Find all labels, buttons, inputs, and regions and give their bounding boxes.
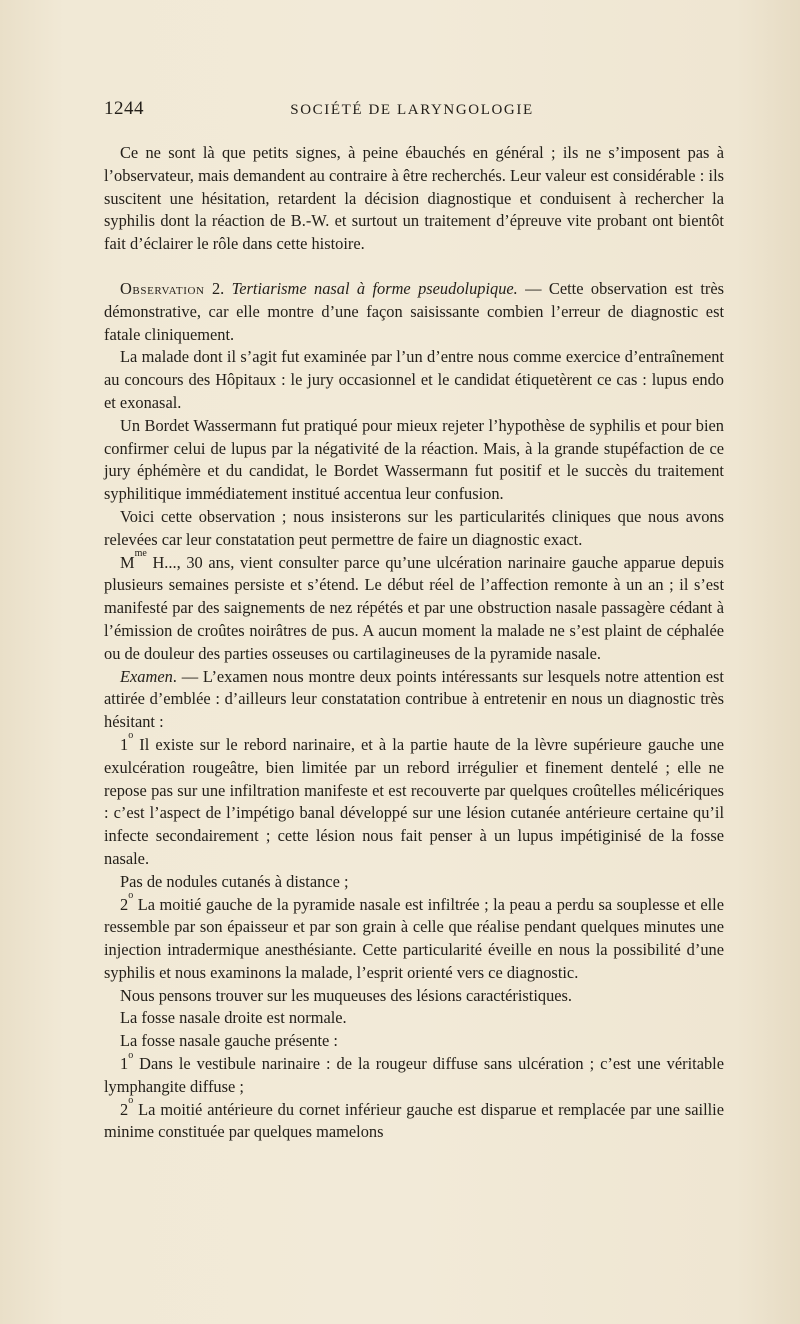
paragraph-point-two	[104, 890, 724, 985]
observation-label: Observation	[120, 278, 205, 298]
observation-title: Tertiarisme nasal à forme pseudolupique.	[231, 278, 518, 298]
paragraph-right-fossa: La fosse nasale droite est normale.	[120, 1008, 347, 1028]
vestibule-text: Dans le vestibule narinaire : de la rougeur diffuse sans ulcération ; c’est une véritable lymphangite diffuse ;	[104, 1054, 724, 1096]
turbinate-number: 2	[120, 1099, 129, 1119]
paragraph-signs: Ce ne sont là que petits signes, à peine ébauchés en général ; ils ne s’imposent pas à l’observateur, mais demandent au contraire à être recherchés. Leur valeur est considérable : ils suscitent une hésitation, retardent la décision diagnostique et conduisent à rechercher la syphilis dont la réaction de B.-W. et surtout un traitement d’épreuve vite probant ont bientôt fait d’éclairer le rôle dans cette histoire.	[104, 143, 724, 254]
paragraph-bordet-wassermann: Un Bordet Wassermann fut pratiqué pour mieux rejeter l’hypothèse de syphilis et pour bien confirmer celui de lupus par la négativité de la réaction. Mais, à la grande stupéfaction de ce jury éphémère et du candidat, le Bordet Wassermann fut positif et le succès du traitement syphilitique immédiatement institué accentua leur confusion.	[104, 415, 724, 504]
paragraph-mucosa-search: Nous pensons trouver sur les muqueuses des lésions caractéristiques.	[120, 985, 573, 1005]
examination-text: . — L’examen nous montre deux points intéressants sur lesquels notre attention est attirée d’emblée : d’ailleurs leur constatation contribue à entretenir en nous un diagnostic très hésitant :	[104, 666, 724, 732]
patient-history-text: H..., 30 ans, vient consulter parce qu’une ulcération narinaire gauche apparue depuis plusieurs semaines persiste et s’étend. Le début réel de l’affection remonte à un an ; il s’est manifesté par des saignements de nez répétés et par une obstruction nasale passagère cédant à l’émission de croûtes noirâtres de pus. A aucun moment la malade ne s’est plaint de céphalée ou de douleur des parties osseuses ou cartilagineuses de la pyramide nasale.	[104, 552, 724, 663]
patient-title-superscript: me	[134, 548, 147, 560]
observation-intro: — Cette observation est très démonstrative, car elle montre d’une façon saisissante combien l’erreur de diagnostic est fatale cliniquement.	[104, 278, 724, 344]
paragraph-turbinate	[104, 1095, 724, 1145]
paragraph-no-nodules: Pas de nodules cutanés à distance ;	[120, 871, 349, 891]
paragraph-observation-intro: Voici cette observation ; nous insisterons sur les particularités cliniques que nous avons relevées car leur constatation peut permettre de faire un diagnostic exact.	[104, 506, 724, 549]
running-head: SOCIÉTÉ DE LARYNGOLOGIE	[290, 102, 534, 118]
point-two-text: La moitié gauche de la pyramide nasale est infiltrée ; la peau a perdu sa souplesse et elle ressemble par son épaisseur et par son grain à celle que réalise pendant quelques minutes une injection intradermique anesthésiante. Cette particularité éveille en nous la possibilité d’une syphilis et nous examinons la malade, l’esprit orienté vers ce diagnostic.	[104, 894, 724, 982]
point-one-text: Il existe sur le rebord narinaire, et à la partie haute de la lèvre supérieure gauche une exulcération rougeâtre, bien limitée par un rebord irrégulier et finement dentelé ; elle ne repose pas sur une infiltration manifeste et est recouverte par quelques croûtelles mélicériques : c’est l’aspect de l’impétigo banal développé sur une lésion cutanée antérieure certaine qu’il infecte secondairement ; cette lésion nous fait penser à un lupus impétiginisé de la fosse nasale.	[104, 734, 724, 868]
paragraph-exam-exercise: La malade dont il s’agit fut examinée par l’un d’entre nous comme exercice d’entraînement au concours des Hôpitaux : le jury occasionnel et le candidat étiquetèrent ce cas : lupus endo et exonasal.	[104, 347, 724, 412]
paragraph-left-fossa: La fosse nasale gauche présente :	[120, 1031, 338, 1051]
turbinate-degree: o	[128, 1095, 134, 1107]
turbinate-text: La moitié antérieure du cornet inférieur gauche est disparue et remplacée par une saillie minime constituée par quelques mamelons	[104, 1099, 724, 1142]
point-two-degree: o	[128, 890, 134, 902]
point-one-number: 1	[120, 734, 129, 754]
paragraph-vestibule	[104, 1049, 724, 1099]
body-text	[104, 142, 724, 1144]
paragraph-point-one	[104, 730, 724, 871]
paragraph-patient-history	[104, 548, 724, 666]
page-header	[104, 98, 720, 126]
patient-title: M	[120, 552, 135, 572]
page-number: 1244	[104, 98, 144, 119]
observation-number: 2.	[204, 278, 232, 298]
section-gap	[104, 256, 724, 278]
point-two-number: 2	[120, 894, 129, 914]
vestibule-degree: o	[128, 1049, 134, 1061]
vestibule-number: 1	[120, 1054, 129, 1074]
examination-label: Examen	[120, 666, 173, 686]
point-one-degree: o	[128, 730, 134, 742]
observation-heading-paragraph	[104, 278, 724, 346]
paragraph-examination	[104, 666, 724, 734]
